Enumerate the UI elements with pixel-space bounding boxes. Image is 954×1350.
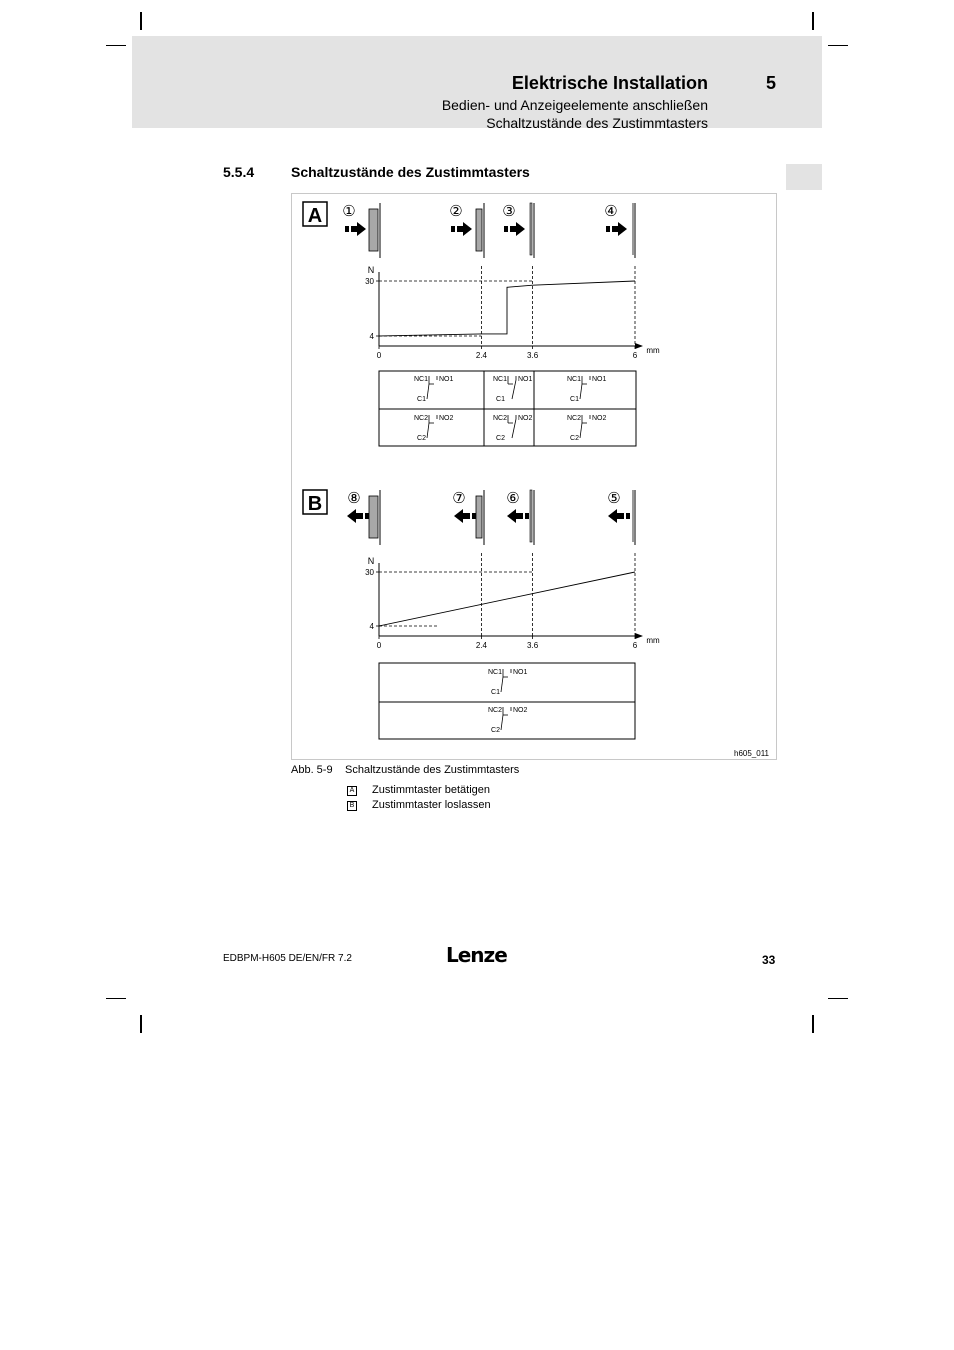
c-label: C2 (491, 727, 500, 734)
panel-b-label: B (307, 493, 323, 515)
no-label: NO1 (513, 669, 528, 676)
chapter-number: 5 (766, 73, 777, 93)
step-label: ⑥ (506, 490, 520, 507)
caption-label: Abb. 5-9 (291, 764, 333, 776)
legend-key-b: B (347, 801, 357, 811)
step-label: ③ (502, 203, 516, 220)
panel-a-label: A (307, 205, 323, 227)
button-plate (530, 490, 534, 545)
no-label: NO1 (592, 376, 607, 383)
section-title: Schaltzustände des Zustimmtasters (291, 164, 530, 180)
header-subtitle: Schaltzustände des Zustimmtasters (486, 115, 708, 131)
y-tick-label: 30 (365, 277, 374, 286)
contact-symbol (488, 669, 528, 696)
x-tick-label: 2.4 (475, 351, 487, 360)
release-arrow (454, 509, 476, 523)
y-tick-label: 4 (369, 622, 374, 631)
c-label: C2 (417, 435, 426, 442)
y-tick-label: 4 (369, 332, 374, 341)
legend-key-a: A (347, 786, 357, 796)
force-curve (379, 281, 635, 336)
lenze-logo: Lenze (446, 943, 507, 967)
push-arrow (345, 222, 366, 236)
x-axis-label: mm (646, 636, 660, 645)
step-label: ② (449, 203, 463, 220)
contact-symbol (493, 415, 533, 442)
step-label: ① (342, 203, 356, 220)
contact-symbol (488, 707, 528, 734)
no-label: NO1 (518, 376, 533, 383)
contact-symbol (414, 376, 454, 403)
c-label: C1 (417, 396, 426, 403)
page-number: 33 (762, 953, 776, 967)
c-label: C2 (570, 435, 579, 442)
button-plate (476, 490, 484, 545)
y-axis-label: N (367, 265, 375, 275)
step-label: ⑤ (607, 490, 621, 507)
contact-symbol (567, 376, 607, 403)
document-id: EDBPM-H605 DE/EN/FR 7.2 (223, 953, 352, 964)
button-plate (633, 203, 635, 258)
no-label: NO2 (513, 707, 528, 714)
c-label: C1 (496, 396, 505, 403)
nc-label: NC1 (413, 376, 428, 383)
nc-label: NC1 (487, 669, 502, 676)
no-label: NO1 (439, 376, 454, 383)
chart-a (365, 265, 660, 360)
c-label: C1 (491, 689, 500, 696)
button-plate (369, 203, 380, 258)
x-tick-label: 2.4 (475, 641, 487, 650)
push-arrow (451, 222, 472, 236)
y-axis-label: N (367, 556, 375, 566)
no-label: NO2 (518, 415, 533, 422)
button-plate (633, 490, 635, 545)
x-tick-label: 3.6 (527, 641, 539, 650)
nc-label: NC2 (492, 415, 507, 422)
legend-text-a: Zustimmtaster betätigen (372, 784, 490, 796)
c-label: C1 (570, 396, 579, 403)
x-tick-label: 0 (376, 351, 382, 360)
button-plate (476, 203, 484, 258)
chart-b (365, 553, 660, 650)
x-tick-label: 6 (632, 641, 638, 650)
x-tick-label: 0 (376, 641, 382, 650)
push-arrow (606, 222, 627, 236)
button-plate (530, 203, 534, 258)
c-label: C2 (496, 435, 505, 442)
x-axis-label: mm (646, 346, 660, 355)
x-tick-label: 6 (632, 351, 638, 360)
step-label: ④ (604, 203, 618, 220)
no-label: NO2 (439, 415, 454, 422)
push-arrow (504, 222, 525, 236)
contact-symbol (567, 415, 607, 442)
caption-text: Schaltzustände des Zustimmtasters (345, 764, 520, 776)
button-plate (369, 490, 380, 545)
release-arrow (608, 509, 630, 523)
chapter-title: Elektrische Installation (511, 73, 708, 93)
y-tick-label: 30 (365, 568, 374, 577)
nc-label: NC2 (487, 707, 502, 714)
header-subtitle: Bedien- und Anzeigeelemente anschließen (441, 97, 708, 113)
release-arrow (347, 509, 369, 523)
nc-label: NC1 (566, 376, 581, 383)
nc-label: NC1 (492, 376, 507, 383)
contact-symbol (493, 376, 533, 403)
force-curve (379, 572, 635, 626)
no-label: NO2 (592, 415, 607, 422)
figure-ref: h605_011 (734, 749, 769, 758)
contact-table-b (379, 663, 635, 739)
step-label: ⑦ (452, 490, 466, 507)
step-label: ⑧ (347, 490, 361, 507)
release-arrow (507, 509, 529, 523)
nc-label: NC2 (566, 415, 581, 422)
x-tick-label: 3.6 (527, 351, 539, 360)
nc-label: NC2 (413, 415, 428, 422)
legend-text-b: Zustimmtaster loslassen (372, 799, 491, 811)
section-number: 5.5.4 (223, 164, 255, 180)
contact-symbol (414, 415, 454, 442)
